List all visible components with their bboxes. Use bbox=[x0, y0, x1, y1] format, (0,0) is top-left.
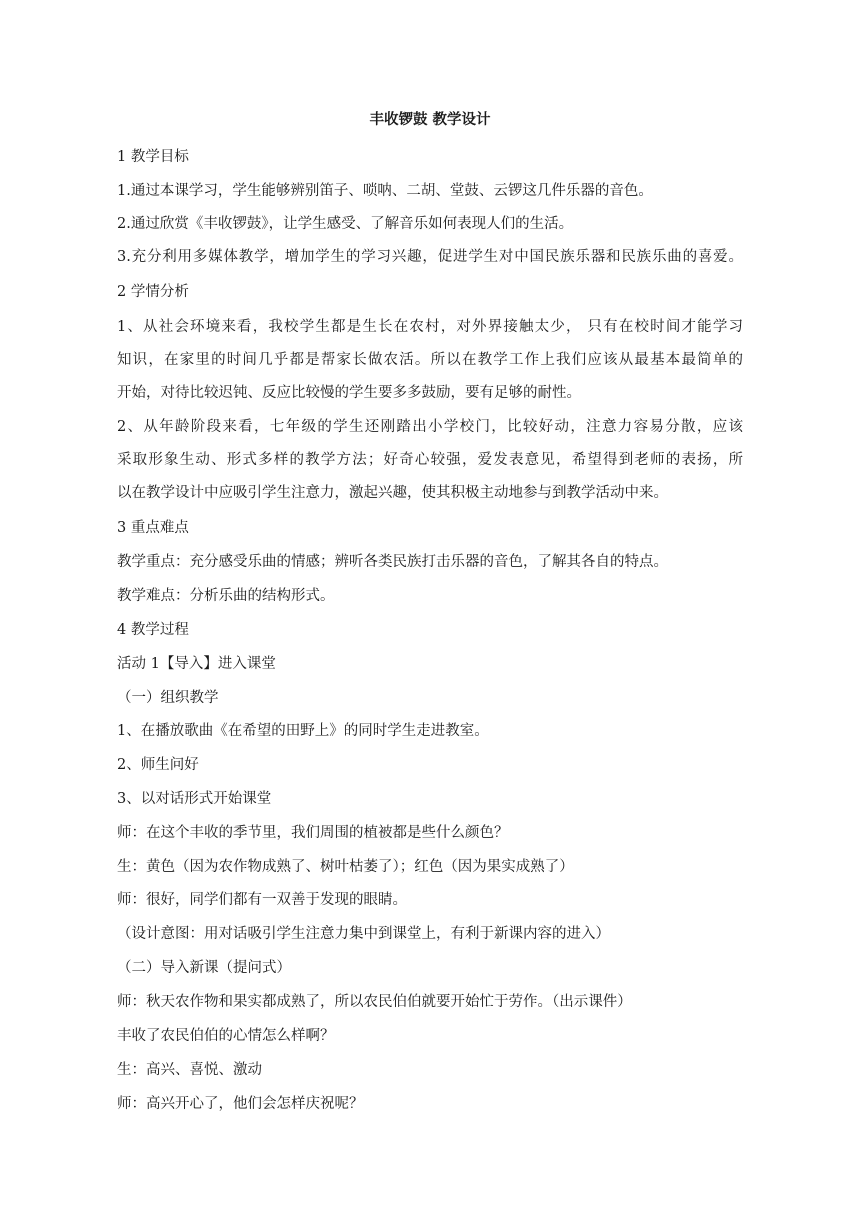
dialogue-line: 师：很好，同学们都有一双善于发现的眼睛。 bbox=[117, 892, 407, 908]
design-intent-note: （设计意图：用对话吸引学生注意力集中到课堂上，有利于新课内容的进入） bbox=[117, 926, 610, 942]
dialogue-line: 师：高兴开心了，他们会怎样庆祝呢？ bbox=[117, 1096, 364, 1112]
document-title: 丰收锣鼓 教学设计 bbox=[369, 111, 491, 128]
paragraph-line: 1.通过本课学习，学生能够辨别笛子、唢呐、二胡、堂鼓、云锣这几件乐器的音色。 bbox=[117, 183, 653, 199]
paragraph-line: 教学难点：分析乐曲的结构形式。 bbox=[117, 588, 335, 604]
dialogue-line: 生：黄色（因为农作物成熟了、树叶枯萎了）；红色（因为果实成熟了） bbox=[117, 859, 574, 875]
paragraph-line: 2、师生问好 bbox=[117, 757, 199, 773]
paragraph-line: 采取形象生动、形式多样的教学方法；好奇心较强，爱发表意见，希望得到老师的表扬，所 bbox=[117, 452, 743, 468]
paragraph-line: 教学重点：充分感受乐曲的情感；辨听各类民族打击乐器的音色，了解其各自的特点。 bbox=[117, 554, 668, 570]
section-heading-analysis: 2 学情分析 bbox=[117, 284, 189, 300]
paragraph-line: 以在教学设计中应吸引学生注意力，激起兴趣，使其积极主动地参与到教学活动中来。 bbox=[117, 485, 668, 501]
dialogue-line: 师：在这个丰收的季节里，我们周围的植被都是些什么颜色？ bbox=[117, 825, 509, 841]
section-heading-key-points: 3 重点难点 bbox=[117, 520, 189, 536]
dialogue-line: 师：秋天农作物和果实都成熟了，所以农民伯伯就要开始忙于劳作。（出示课件） bbox=[117, 994, 632, 1010]
paragraph-line: 2.通过欣赏《丰收锣鼓》，让学生感受、了解音乐如何表现人们的生活。 bbox=[117, 216, 574, 232]
paragraph-line: 3.充分利用多媒体教学，增加学生的学习兴趣，促进学生对中国民族乐器和民族乐曲的喜爱。 bbox=[117, 249, 743, 265]
paragraph-line: 知识，在家里的时间几乎都是帮家长做农活。所以在教学工作上我们应该从最基本最简单的 bbox=[117, 352, 743, 368]
dialogue-line: 生：高兴、喜悦、激动 bbox=[117, 1062, 262, 1078]
paragraph-line: 3、以对话形式开始课堂 bbox=[117, 791, 272, 807]
section-heading-process: 4 教学过程 bbox=[117, 622, 189, 638]
subsection-heading: （一）组织教学 bbox=[117, 690, 219, 706]
section-heading-objectives: 1 教学目标 bbox=[117, 149, 189, 165]
paragraph-line: 1、从社会环境来看，我校学生都是生长在农村，对外界接触太少， 只有在校时间才能学习 bbox=[117, 319, 743, 335]
dialogue-line: 丰收了农民伯伯的心情怎么样啊？ bbox=[117, 1028, 335, 1044]
paragraph-line: 2、从年龄阶段来看，七年级的学生还刚踏出小学校门，比较好动，注意力容易分散，应该 bbox=[117, 419, 743, 435]
subsection-heading: （二）导入新课（提问式） bbox=[117, 960, 291, 976]
paragraph-line: 1、在播放歌曲《在希望的田野上》的同时学生走进教室。 bbox=[117, 723, 489, 739]
activity-heading: 活动 1【导入】进入课堂 bbox=[117, 656, 276, 672]
paragraph-line: 开始，对待比较迟钝、反应比较慢的学生要多多鼓励，要有足够的耐性。 bbox=[117, 385, 581, 401]
